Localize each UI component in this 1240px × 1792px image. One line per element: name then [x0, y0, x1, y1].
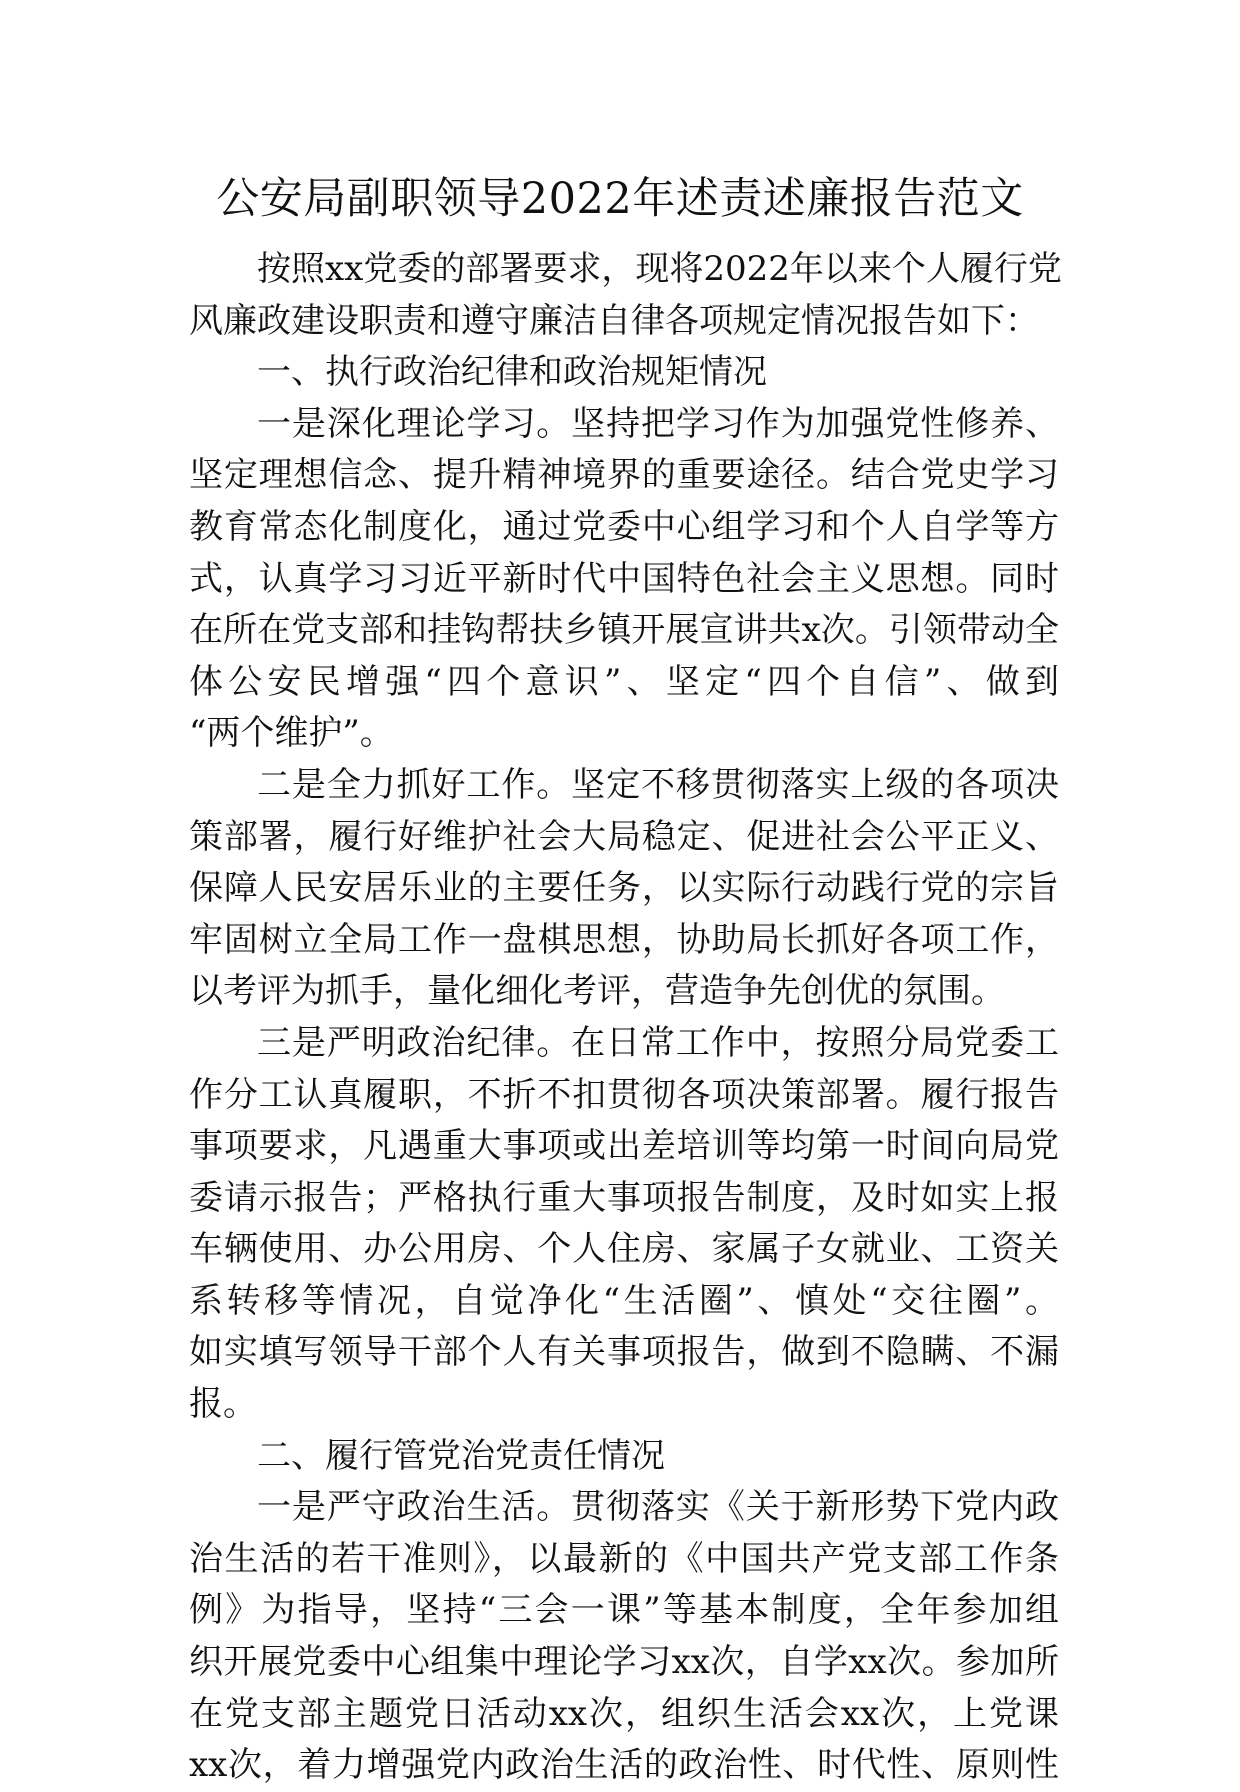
text-line: 报。 [189, 1384, 257, 1425]
text-line: 事项要求，凡遇重大事项或出差培训等均第一时间向局党 [189, 1126, 1059, 1167]
text-line: 牢固树立全局工作一盘棋思想，协助局长抓好各项工作， [189, 919, 1059, 960]
text-line: 织开展党委中心组集中理论学习xx次，自学xx次。参加所 [189, 1642, 1059, 1683]
text-line: 风廉政建设职责和遵守廉洁自律各项规定情况报告如下： [189, 300, 1039, 341]
text-line: 治生活的若干准则》，以最新的《中国共产党支部工作条 [189, 1538, 1059, 1579]
section-heading: 二、履行管党治党责任情况 [257, 1435, 665, 1476]
body-paragraph [189, 399, 1059, 760]
text-line: 委请示报告；严格执行重大事项报告制度，及时如实上报 [189, 1177, 1059, 1218]
text-line: 坚定理想信念、提升精神境界的重要途径。结合党史学习 [189, 455, 1059, 496]
body-paragraph [189, 760, 1059, 1018]
text-line: 教育常态化制度化，通过党委中心组学习和个人自学等方 [189, 506, 1059, 547]
text-line: 二是全力抓好工作。坚定不移贯彻落实上级的各项决 [257, 764, 1059, 805]
text-line: 车辆使用、办公用房、个人住房、家属子女就业、工资关 [189, 1229, 1059, 1270]
text-line: 以考评为抓手，量化细化考评，营造争先创优的氛围。 [189, 971, 1005, 1012]
text-line: “两个维护”。 [189, 713, 394, 754]
text-line: 一是深化理论学习。坚持把学习作为加强党性修养、 [257, 403, 1059, 444]
text-line: 在所在党支部和挂钩帮扶乡镇开展宣讲共x次。引领带动全 [189, 610, 1059, 651]
document-body [189, 244, 1062, 1792]
text-line: 在党支部主题党日活动xx次，组织生活会xx次，上党课 [189, 1693, 1059, 1734]
text-line: 三是严明政治纪律。在日常工作中，按照分局党委工 [257, 1022, 1059, 1063]
body-paragraph [189, 1482, 1059, 1792]
text-line: 如实填写领导干部个人有关事项报告，做到不隐瞒、不漏 [189, 1332, 1059, 1373]
document-title: 公安局副职领导2022年述责述廉报告范文 [216, 174, 1024, 224]
text-line: 按照xx党委的部署要求，现将2022年以来个人履行党 [257, 249, 1062, 289]
body-paragraph [189, 1018, 1059, 1431]
text-line: 策部署，履行好维护社会大局稳定、促进社会公平正义、 [189, 816, 1059, 857]
text-line: 例》为指导，坚持“三会一课”等基本制度，全年参加组 [189, 1590, 1059, 1631]
intro-paragraph [189, 244, 1062, 347]
section-heading: 一、执行政治纪律和政治规矩情况 [257, 352, 767, 393]
text-line: 一是严守政治生活。贯彻落实《关于新形势下党内政 [257, 1487, 1059, 1528]
text-line: 作分工认真履职，不折不扣贯彻各项决策部署。履行报告 [189, 1074, 1059, 1115]
text-line: 系转移等情况，自觉净化“生活圈”、慎处“交往圈”。 [189, 1280, 1059, 1321]
text-line: 保障人民安居乐业的主要任务，以实际行动践行党的宗旨 [189, 868, 1059, 909]
text-line: 式，认真学习习近平新时代中国特色社会主义思想。同时 [189, 558, 1059, 599]
text-line: xx次，着力增强党内政治生活的政治性、时代性、原则性 [189, 1745, 1059, 1786]
text-line: 体公安民增强“四个意识”、坚定“四个自信”、做到 [189, 661, 1059, 702]
